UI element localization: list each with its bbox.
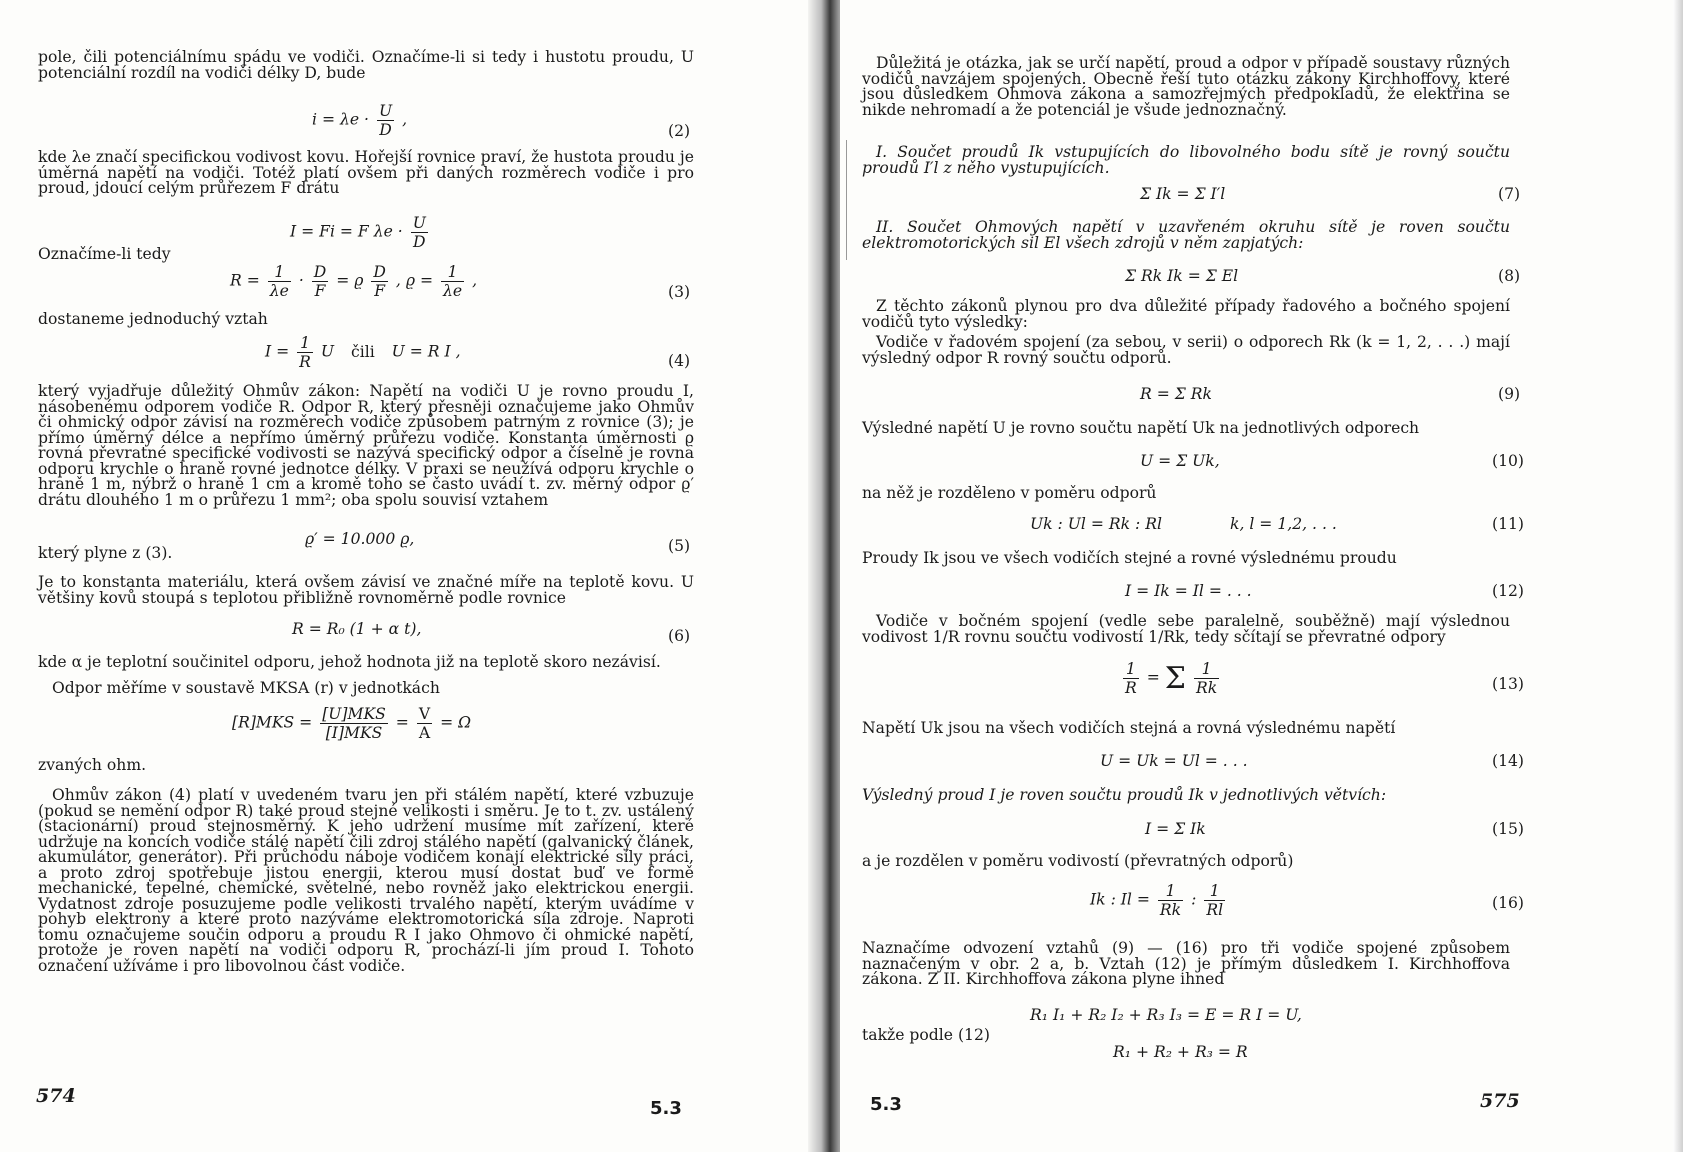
equation-number: (3) — [668, 283, 691, 301]
eq-text: I = — [265, 342, 290, 361]
paragraph: dostaneme jednoduchý vztah — [38, 310, 268, 328]
paragraph: Výsledný proud I je roven součtu proudů Ik v jednotlivých větvích: — [862, 786, 1387, 804]
equation-18: R₁ + R₂ + R₃ = R — [1113, 1043, 1248, 1061]
equation-17: R₁ I₁ + R₂ I₂ + R₃ I₃ = E = R I = U, — [1030, 1006, 1302, 1024]
kirchhoff-law-2: II. Součet Ohmových napětí v uzavřeném okruhu sítě je roven součtu elektromotorických sil El všech zdrojů v něm zapjatých: — [862, 218, 1510, 252]
fraction — [1123, 660, 1139, 697]
fraction — [320, 705, 388, 742]
equation-8: Σ Rk Ik = Σ El — [1125, 267, 1239, 285]
denominator: D — [413, 233, 426, 251]
equation-6: R = R₀ (1 + α t), — [292, 620, 422, 638]
eq-text: čili — [351, 342, 375, 361]
numerator: 1 — [441, 263, 464, 282]
eq-text: = Ω — [440, 713, 472, 732]
equation-number: (5) — [668, 537, 691, 555]
denominator: A — [418, 724, 431, 742]
numerator: 1 — [268, 263, 291, 282]
eq-text: = ϱ — [336, 271, 364, 290]
paragraph: Označíme-li tedy — [38, 245, 171, 263]
equation-10: U = Σ Uk, — [1140, 452, 1220, 470]
right-page — [840, 0, 1683, 1152]
equation-number: (8) — [1498, 267, 1521, 285]
denominator: D — [379, 121, 392, 139]
paragraph: Důležitá je otázka, jak se určí napětí, proud a odpor v případě soustavy různých vodičů navzájem spojených. Obecně řeší tuto otázku zákony Kirchhoffovy, které jsou důsledkem Ohmova zákona a samozřejmých předpokladů, že elektřina se nikde nehromadí a že potenciál je všude jednoznačný. — [862, 54, 1510, 119]
denominator: Rk — [1195, 679, 1218, 697]
paragraph: Z těchto zákonů plynou pro dva důležité případy řadového a bočného spojení vodičů tyto výsledky: — [862, 297, 1510, 331]
numerator: 1 — [1194, 660, 1219, 679]
fraction — [417, 705, 432, 742]
fraction — [1158, 882, 1183, 919]
equation-12: I = Ik = Il = . . . — [1125, 582, 1252, 600]
numerator: U — [412, 214, 426, 232]
numerator: 1 — [1123, 660, 1139, 679]
fraction — [268, 263, 291, 300]
equation-13 — [1120, 660, 1222, 697]
equation-number: (14) — [1492, 752, 1525, 770]
numerator: D — [373, 263, 386, 281]
numerator: 1 — [1158, 882, 1183, 901]
numerator: 1 — [1204, 882, 1225, 901]
paragraph: Naznačíme odvození vztahů (9) — (16) pro tři vodiče spojené způsobem naznačeným v obr. 2 a, b. Vztah (12) je přímým důsledkem I. Kirchhoffova zákona. Z II. Kirchhoffova zákona plyne ihned — [862, 939, 1510, 988]
denominator: R — [299, 353, 311, 371]
eq-text: = — [1146, 668, 1160, 687]
paragraph: na něž je rozděleno v poměru odporů — [862, 484, 1157, 502]
paragraph: Ohmův zákon (4) platí v uvedeném tvaru jen při stálém napětí, které vzbuzuje (pokud se nemění odpor R) také proud stejné velikosti i směru. Je to t. zv. ustálený (stacionární) proud stejnosměrný. K jeho udržení musíme mít zařízení, které udržuje na koncích vodiče stálé napětí čili zdroj stálého napětí (galvanický článek, akumulátor, generátor). Při průchodu náboje vodičem konají elektrické síly práci, a proto zdroj spotřebuje jistou energii, kterou musí dostat buď ve formě mechanické, tepelné, chemické, světelné, nebo rovněž jako elektrickou energii. Vydatnost zdroje posuzujeme podle velikosti trvalého napětí, kterým uvádíme v pohyb elektrony a které proto nazýváme elektromotorická síla zdroje. Naproti tomu označujeme součin odporu a proudu R I jako Ohmovo či ohmické napětí, protože je roven napětí na vodiči odporu R, prochází-li jím proud I. Tohoto označení užíváme i pro libovolnou část vodiče. — [38, 786, 694, 975]
section-number: 5.3 — [650, 1098, 682, 1119]
left-page — [0, 0, 820, 1152]
numerator: D — [313, 263, 327, 281]
equation-number: (12) — [1492, 582, 1525, 600]
sigma-symbol: Σ — [1164, 661, 1186, 696]
fraction — [441, 263, 464, 300]
fraction — [297, 334, 313, 371]
eq-text: U = R I , — [391, 342, 461, 361]
paragraph: Odpor měříme v soustavě MKSA (r) v jednotkách — [52, 679, 440, 697]
numerator: V — [418, 705, 431, 723]
numerator: U — [378, 102, 393, 120]
equation-number: (15) — [1492, 820, 1525, 838]
fraction — [411, 214, 428, 251]
paragraph: Výsledné napětí U je rovno součtu napětí Uk na jednotlivých odporech — [862, 419, 1420, 437]
equation-11-condition: k, l = 1,2, . . . — [1230, 515, 1337, 533]
denominator: F — [314, 282, 326, 300]
paragraph: zvaných ohm. — [38, 756, 147, 774]
kirchhoff-law-1: I. Součet proudů Ik vstupujících do libovolného bodu sítě je rovný součtu proudů I′l z něho vystupujících. — [862, 143, 1510, 177]
equation-number: (7) — [1498, 185, 1521, 203]
equation-5: ϱ′ = 10.000 ϱ, — [305, 530, 415, 548]
eq-text: I = Fi = F λe · — [290, 222, 403, 241]
eq-text: Ik : Il = — [1090, 890, 1150, 909]
equation-4 — [265, 334, 461, 371]
numerator: [U]MKS — [322, 705, 386, 723]
paragraph: a je rozdělen v poměru vodivostí (převratných odporů) — [862, 852, 1294, 870]
paragraph: Je to konstanta materiálu, která ovšem závisí ve značné míře na teplotě kovu. U většiny kovů stoupá s teplotou přibližně rovnoměrně podle rovnice — [38, 573, 694, 607]
equation-number: (16) — [1492, 894, 1525, 912]
eq-text: = — [395, 713, 409, 732]
fraction — [1204, 882, 1225, 919]
paragraph: takže podle (12) — [862, 1026, 990, 1044]
paragraph: který vyjadřuje důležitý Ohmův zákon: Napětí na vodiči U je rovno proudu I, násobenému odporem vodiče R. Odpor R, který přesněji označujeme jako Ohmův či ohmický odpor závisí na rozměrech vodiče způsobem patrným z rovnice (3); je přímo úměrný délce a nepřímo úměrný průřezu vodiče. Konstanta úměrnosti ϱ rovná převratné specifické vodivosti se nazývá specifický odpor a číselně je rovna odporu krychle o hraně rovné jednotce délky. V praxi se neužívá odporu krychle o hraně 1 m, nýbrž o hraně 1 cm a kromě toho se často uvádí t. zv. měrný odpor ϱ′ drátu dlouhého 1 m o průřezu 1 mm²; oba spolu souvisí vztahem — [38, 382, 694, 509]
paragraph: Vodiče v řadovém spojení (za sebou, v serii) o odporech Rk (k = 1, 2, . . .) mají výsledný odpor R rovný součtu odporů. — [862, 333, 1510, 367]
fraction — [377, 102, 394, 139]
denominator: Rk — [1159, 901, 1182, 919]
eq-text: , ϱ = — [395, 271, 434, 290]
paragraph: Vodiče v bočném spojení (vedle sebe paralelně, souběžně) mají výslednou vodivost 1/R rovnu součtu vodivostí 1/Rk, tedy sčítají se převratné odpory — [862, 612, 1510, 646]
equation-number: (6) — [668, 627, 691, 645]
denominator: λe — [269, 282, 289, 300]
eq-text: i = λe · — [312, 110, 369, 129]
equation-number: (9) — [1498, 385, 1521, 403]
equation-3 — [230, 263, 477, 300]
denominator: λe — [442, 282, 463, 300]
equation-11: Uk : Ul = Rk : Rl — [1030, 515, 1162, 533]
denominator: R — [1125, 679, 1137, 697]
fraction — [371, 263, 388, 300]
page-edge — [1673, 0, 1683, 1152]
equation-2 — [312, 102, 407, 139]
equation-number: (13) — [1492, 675, 1525, 693]
equation-7: Σ Ik = Σ I′l — [1140, 185, 1226, 203]
eq-text: [R]MKS = — [232, 713, 313, 732]
section-number: 5.3 — [870, 1094, 902, 1115]
denominator: Rl — [1206, 901, 1224, 919]
equation-15: I = Σ Ik — [1145, 820, 1206, 838]
equation-units — [232, 705, 471, 742]
equation-14: U = Uk = Ul = . . . — [1100, 752, 1248, 770]
fraction — [312, 263, 329, 300]
equation-number: (11) — [1492, 515, 1525, 533]
paragraph: kde λe značí specifickou vodivost kovu. Hořejší rovnice praví, že hustota proudu je úměrná napětí na vodiči. Totéž platí ovšem při daných rozměrech vodiče i pro proud, jdoucí celým průřezem F drátu — [38, 148, 694, 197]
paragraph: Napětí Uk jsou na všech vodičích stejná a rovná výslednému napětí — [862, 719, 1396, 737]
paragraph: který plyne z (3). — [38, 544, 173, 562]
equation-2b — [290, 214, 431, 251]
equation-number: (4) — [668, 352, 691, 370]
equation-16 — [1090, 882, 1228, 919]
numerator: 1 — [297, 334, 313, 353]
denominator: F — [374, 282, 386, 300]
page-number: 574 — [36, 1085, 76, 1107]
equation-number: (10) — [1492, 452, 1525, 470]
denominator: [I]MKS — [325, 724, 383, 742]
margin-mark — [846, 140, 847, 260]
paragraph: Proudy Ik jsou ve všech vodičích stejné a rovné výslednému proudu — [862, 549, 1397, 567]
eq-text: , — [472, 271, 478, 290]
equation-number: (2) — [668, 122, 691, 140]
eq-text: U — [320, 342, 335, 361]
eq-text: · — [298, 271, 304, 290]
paragraph: kde α je teplotní součinitel odporu, jehož hodnota již na teplotě skoro nezávisí. — [38, 653, 661, 671]
fraction — [1194, 660, 1219, 697]
equation-9: R = Σ Rk — [1140, 385, 1212, 403]
eq-text: , — [402, 110, 408, 129]
eq-text: : — [1191, 890, 1197, 909]
page-number: 575 — [1480, 1090, 1520, 1112]
paragraph: pole, čili potenciálnímu spádu ve vodiči. Označíme-li si tedy i hustotu proudu, U potenciální rozdíl na vodiči délky D, bude — [38, 48, 694, 82]
eq-text: R = — [230, 271, 260, 290]
